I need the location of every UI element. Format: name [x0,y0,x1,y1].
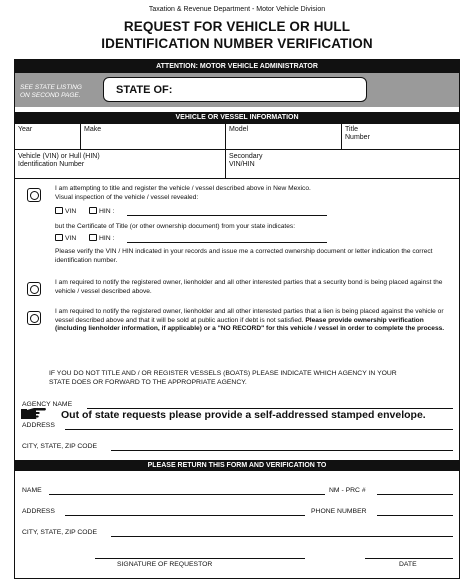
title-doc-text: but the Certificate of Title (or other ownership document) from your state indicates: [55,223,296,230]
agency-name-line[interactable] [87,408,453,409]
opt3-bold: Please provide ownership verification (including lienholder information, if applicable) or a "NO RECORD" for this vehicle / vessel in order to complete the process. [55,316,445,333]
checkbox-box [89,234,97,241]
vin-label: VIN [65,208,77,215]
return-city-line[interactable] [111,536,453,537]
year-field[interactable]: Year [18,126,33,133]
pointing-hand-icon [21,406,47,420]
vin-label: VIN [65,235,77,242]
checkbox-box [89,207,97,214]
title-hin-checkbox[interactable] [89,234,114,242]
verification-form [14,59,460,579]
model-field[interactable]: Model [229,126,249,133]
page-title-line2: IDENTIFICATION NUMBER VERIFICATION [101,36,373,51]
state-note-line2: ON SECOND PAGE. [20,92,81,99]
signature-line[interactable] [95,558,305,559]
date-label: DATE [399,561,417,568]
hin-label: HIN : [99,208,115,215]
agency-name-label: AGENCY NAME [22,401,73,408]
revealed-hin-checkbox[interactable] [89,207,114,215]
grid-line [15,178,459,179]
envelope-note: Out of state requests please provide a self-addressed stamped envelope. [61,409,426,421]
title-vin-checkbox[interactable] [55,234,76,242]
vehicle-section-bar: VEHICLE OR VESSEL INFORMATION [15,112,459,123]
option-title-register-text [55,185,455,202]
agency-city-label: CITY, STATE, ZIP CODE [22,443,98,450]
revealed-vin-checkbox[interactable] [55,207,76,215]
return-name-label: NAME [22,487,42,494]
option-title-register-checkbox[interactable] [27,188,41,202]
page-title-line1: REQUEST FOR VEHICLE OR HULL [123,19,351,34]
option-security-bond-checkbox[interactable] [27,282,41,296]
state-note-line1: SEE STATE LISTING [20,84,82,91]
phone-line[interactable] [377,515,453,516]
return-section-bar: PLEASE RETURN THIS FORM AND VERIFICATION TO [15,460,459,471]
nm-prc-label: NM - PRC # [329,487,366,494]
checkbox-box [55,234,63,241]
signature-label: SIGNATURE OF REQUESTOR [117,561,213,568]
state-label: STATE OF: [116,84,173,96]
agency-address-line[interactable] [65,429,453,430]
agency-city-line[interactable] [111,450,453,451]
attention-bar: ATTENTION: MOTOR VEHICLE ADMINISTRATOR [15,60,459,73]
return-name-line[interactable] [49,494,325,495]
hin-label: HIN : [99,235,115,242]
grid-line [15,123,459,124]
opt1-line2: Visual inspection of the vehicle / vessel revealed: [55,193,199,201]
state-input[interactable] [103,77,367,102]
title-number-field[interactable]: Title Number [345,126,370,141]
checkbox-box [55,207,63,214]
department-line: Taxation & Revenue Department - Motor Vehicle Division [148,6,326,13]
agency-address-label: ADDRESS [22,422,55,429]
opt1-line1: I am attempting to title and register the vehicle / vessel described above in New Mexico. [55,185,311,192]
state-section [15,73,459,107]
option-lien-checkbox[interactable] [27,311,41,325]
revealed-number-line[interactable] [127,215,327,216]
vin-hin-field[interactable]: Vehicle (VIN) or Hull (HIN) Identification Number [18,153,100,168]
option-lien-text [55,308,455,334]
grid-line [341,123,342,149]
return-address-label: ADDRESS [22,508,55,515]
agency-instructions: IF YOU DO NOT TITLE AND / OR REGISTER VESSELS (BOATS) PLEASE INDICATE WHICH AGENCY IN YOUR STATE DOES OR FORWARD TO THE APPROPRIATE AGENCY. [49,370,397,386]
grid-line [225,123,226,178]
opt3-plain: I am required to notify the registered owner, lienholder and all other interested parties that a lien is being placed against the vehicle or vessel described above and that it will be sold at public auction if debt is not satisfied. [55,308,444,324]
make-field[interactable]: Make [84,126,102,133]
title-number-line[interactable] [127,242,327,243]
return-address-line[interactable] [65,515,305,516]
grid-line [80,123,81,149]
date-line[interactable] [365,558,453,559]
nm-prc-line[interactable] [377,494,453,495]
phone-label: PHONE NUMBER [311,508,367,515]
option-security-bond-text: I am required to notify the registered owner, lienholder and all other interested parties that a security bond is being placed against the vehicle / vessel described above. [55,279,443,295]
secondary-vin-field[interactable]: Secondary VIN/HIN [229,153,263,168]
state-listing-note [20,84,82,100]
grid-line [15,149,459,150]
return-city-label: CITY, STATE, ZIP CODE [22,529,98,536]
verify-text: Please verify the VIN / HIN indicated in your records and issue me a corrected ownership document or letter indication the correct identification number. [55,248,433,264]
